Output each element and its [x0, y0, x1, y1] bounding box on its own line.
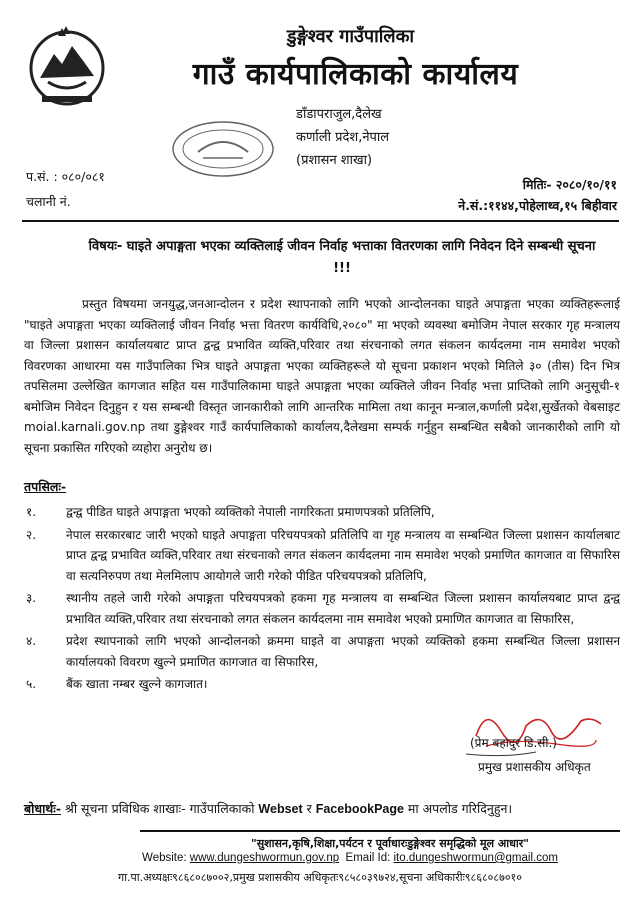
website-link[interactable]: www.dungeshwormun.gov.np: [189, 852, 340, 864]
list-number: ४.: [26, 634, 37, 648]
list-text: प्रदेश स्थापनाको लागि भएको आन्दोलनको क्रममा घाइते वा अपाङ्गता भएको व्यक्तिको हकमा सम्बन्धित जिल्ला प्रशासन कार्यालयको विवरण खुल्ने प्रमाणित कागजात वा सिफारिस,: [66, 634, 620, 669]
list-item: [22, 588, 620, 629]
subject: विषयः- घाइते अपाङ्गता भएका व्यक्तिलाई जीवन निर्वाह भत्ताका वितरणका लागि निवेदन दिने सम्बन्धी सूचना !!!: [88, 239, 596, 276]
list-number: २.: [26, 527, 37, 542]
notice-body: प्रस्तुत विषयमा जनयुद्ध,जनआन्दोलन र प्रदेश स्थापनाको लागि भएको आन्दोलनका घाइते अपाङ्गता भएका व्यक्तिहरूलाई "घाइते अपाङ्गता भएका व्यक्तिलाई जीवन निर्वाह भत्ता वितरण कार्यविधि,२०८०" मा भएको व्यवस्था बमोजिम नेपाल सरकार गृह मन्त्रालय वा जिल्ला प्रशासन कार्यालयबाट प्राप्त द्वन्द्व प्रभावित व्यक्ति,परिवार तथा संरचनाको लगत संकलन कार्यदलमा नाम समावेश भएको विवरणका आधारमा यस गाउँपालिका भित्र घाइते अपाङ्गता भएका व्यक्तिहरूले यो सूचना प्रकाशन भएको मितिले ३० (तीस) दिन भित्र तपसिलमा उल्लेखित कागजात सहित यस गाउँपालिकामा घाइते अपाङ्गता भएका व्यक्तिले जीवन निर्वाह भत्ता प्राप्तिको लागि अनुसूची-१ बमोजिम निवेदन दिनुहुन र यस सम्बन्धी विस्तृत जानकारीको लागि आन्तरिक मामिला तथा कानून मन्त्राल,कर्णाली प्रदेश,सुर्खेतको वेबसाइट moial.karnali.gov.np तथा डुङ्गेश्वर गाउँ कार्यपालिकाको कार्यालय,दैलेखमा सम्पर्क गर्नुहुन सम्बन्धित सबैको जानकारीको लागि यो सूचना प्रकासित गरिएको व्यहोरा अनुरोध छ।: [24, 297, 620, 455]
bodhartha: [24, 800, 624, 817]
tapsil-heading: तपसिलः-: [24, 479, 67, 494]
tapsil-list: [22, 502, 620, 697]
list-item: [22, 631, 620, 672]
list-number: १.: [26, 505, 37, 519]
header-divider: [22, 220, 619, 222]
bodhartha-text-2: र: [302, 801, 316, 816]
office-stamp-icon: [168, 118, 278, 180]
facebookpage-text: FacebookPage: [315, 802, 404, 816]
list-text: द्वन्द्व पीडित घाइते अपाङ्गता भएको व्यक्तिको नेपाली नागरिकता प्रमाणपत्रको प्रतिलिपि,: [66, 505, 435, 519]
list-number: ५.: [26, 677, 37, 691]
office-title: गाउँ कार्यपालिकाको कार्यालय: [192, 57, 519, 92]
list-text: नेपाल सरकारबाट जारी भएको घाइते अपाङ्गता परिचयपत्रको प्रतिलिपि वा गृह मन्त्रालय वा सम्बन्धित जिल्ला प्रशासन कार्यालबाट प्राप्त द्वन्द्व प्रभावित व्यक्ति,परिवार तथा संरचनाको लगत संकलन कार्यदलमा नाम समावेश भएको प्रमाणित कागजात वा सिफारिस वा सत्यनिरुपण तथा मेलमिलाप आयोगले जारी गरेको पीडित परिचयपत्रको प्रतिलिपि,: [66, 527, 620, 583]
list-item: [22, 674, 620, 695]
footer-contacts: गा.पा.अध्यक्षः९८६८०८७००२,प्रमुख प्रशासकीय अधिकृतः९८५८०३९७२४,सूचना अधिकारीः९८६८०८७०१०: [118, 871, 522, 884]
list-item: [22, 525, 620, 587]
bodhartha-text-3: मा अपलोड गरिदिनुहुन।: [403, 801, 513, 816]
address-line-1: डाँडापराजुल,दैलेख: [296, 107, 382, 122]
date: मितिः- २०८०/१०/११: [522, 177, 617, 192]
signatory-title: प्रमुख प्रशासकीय अधिकृत: [478, 760, 591, 774]
website-label: Website:: [142, 852, 187, 864]
email-label: Email Id:: [345, 852, 391, 864]
footer-web: [60, 852, 640, 864]
footer-divider: [140, 830, 620, 832]
webset-text: Webset: [258, 802, 303, 816]
address-line-2: कर्णाली प्रदेश,नेपाल: [296, 130, 390, 145]
list-item: [22, 502, 620, 523]
signature-icon: [456, 696, 606, 766]
nepal-sambat-date: ने.सं.:११४४,पोहेलाथ्व,१५ बिहीवार: [458, 198, 617, 213]
patra-sankhya: प.सं. : ०८०/०८१: [26, 169, 105, 184]
bodhartha-label: बोधार्थः-: [24, 801, 62, 816]
bodhartha-text-1: श्री सूचना प्रविधिक शाखाः- गाउँपालिकाको: [61, 801, 259, 816]
list-text: बैंक खाता नम्बर खुल्ने कागजात।: [66, 677, 208, 691]
address-line-3: (प्रशासन शाखा): [296, 153, 373, 168]
email-link[interactable]: ito.dungeshwormun@gmail.com: [393, 852, 558, 864]
signatory-name: (प्रेम बहादुर डि.सी.): [470, 736, 557, 750]
list-text: स्थानीय तहले जारी गरेको अपाङ्गता परिचयपत्रको हकमा गृह मन्त्रालय वा सम्बन्धित जिल्ला प्रशासन कार्यालयबाट प्राप्त द्वन्द्व प्रभावित व्यक्ति,परिवार तथा संरचनाको लगत संकलन कार्यदलमा नाम समावेश भएको प्रमाणित कागजात वा सिफारिस,: [66, 591, 620, 626]
list-number: ३.: [26, 591, 37, 605]
chalani-number: चलानी नं.: [26, 194, 71, 209]
footer-motto: "सुशासन,कृषि,शिक्षा,पर्यटन र पूर्वाधारःडुङ्गेश्वर समृद्धिको मूल आधार": [251, 837, 529, 850]
municipality-name: डुङ्गेश्वर गाउँपालिका: [286, 26, 415, 47]
